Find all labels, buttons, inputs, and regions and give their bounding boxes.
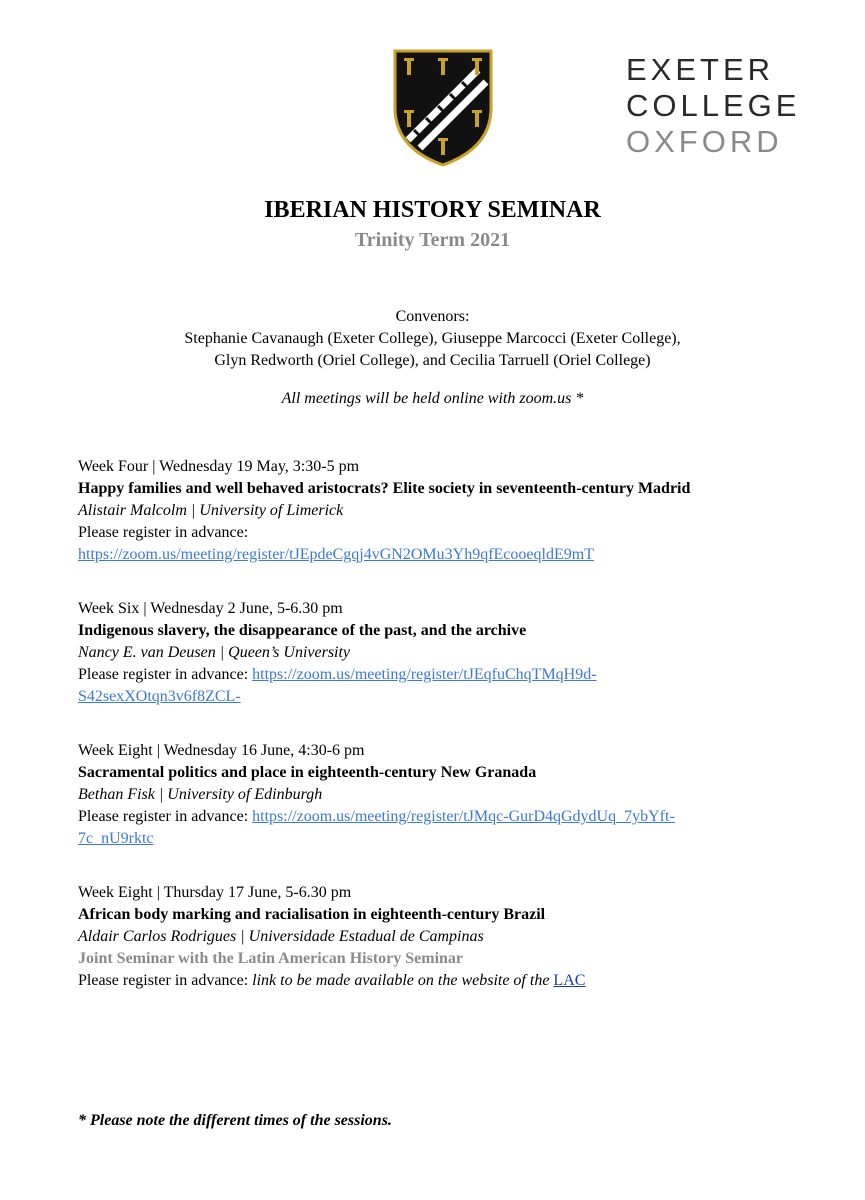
session-register-label: Please register in advance: [78, 666, 249, 683]
page-subtitle: Trinity Term 2021 [354, 229, 511, 251]
convenors-line-1: Stephanie Cavanaugh (Exeter College), Giuseppe Marcocci (Exeter College), [184, 330, 681, 347]
college-crest-icon [392, 48, 494, 168]
session-register-label: Please register in advance: [78, 808, 249, 825]
session-when: Week Four | Wednesday 19 May, 3:30-5 pm [78, 458, 360, 475]
session-when: Week Eight | Wednesday 16 June, 4:30-6 pm [78, 742, 365, 759]
session-week-six [78, 598, 798, 708]
logo-line-exeter: EXETER [626, 52, 775, 87]
session-when: Week Eight | Thursday 17 June, 5-6.30 pm [78, 884, 352, 901]
page-title: IBERIAN HISTORY SEMINAR [264, 197, 601, 223]
convenors-line-2: Glyn Redworth (Oriel College), and Cecilia Tarruell (Oriel College) [214, 352, 651, 369]
register-note: link to be made available on the website of the [252, 972, 550, 989]
session-register-link[interactable]: https://zoom.us/meeting/register/tJEqfuChqTMqH9d- [252, 666, 597, 683]
session-title: African body marking and racialisation in eighteenth-century Brazil [78, 906, 546, 923]
session-speaker: Alistair Malcolm | University of Limerick [78, 502, 344, 519]
session-speaker: Nancy E. van Deusen | Queen’s University [78, 644, 351, 661]
session-register-link-cont[interactable]: S42sexXOtqn3v6f8ZCL- [78, 688, 241, 705]
session-title: Sacramental politics and place in eighteenth-century New Granada [78, 764, 537, 781]
session-when: Week Six | Wednesday 2 June, 5-6.30 pm [78, 600, 343, 617]
convenors-label: Convenors: [395, 308, 470, 325]
lac-link[interactable]: LAC [553, 972, 586, 989]
session-register-link-cont[interactable]: 7c_nU9rktc [78, 830, 154, 847]
session-register-label: Please register in advance: [78, 972, 249, 989]
session-week-eight-thu [78, 882, 798, 992]
footer-note: * Please note the different times of the sessions. [78, 1112, 392, 1129]
convenors-block [0, 306, 865, 372]
session-register-link[interactable]: https://zoom.us/meeting/register/tJEpdeCgqj4vGN2OMu3Yh9qfEcooeqldE9mT [78, 546, 594, 563]
session-week-eight-wed [78, 740, 798, 850]
session-title: Happy families and well behaved aristocrats? Elite society in seventeenth-century Madrid [78, 480, 691, 497]
session-register-label: Please register in advance: [78, 524, 249, 541]
online-note: All meetings will be held online with zoom.us * [281, 390, 584, 407]
session-register-link[interactable]: https://zoom.us/meeting/register/tJMqc-GurD4qGdydUq_7ybYft- [252, 808, 675, 825]
exeter-college-logo [626, 52, 816, 160]
logo-line-oxford: OXFORD [626, 124, 783, 159]
logo-line-college: COLLEGE [626, 88, 801, 123]
session-week-four [78, 456, 798, 566]
joint-seminar-note: Joint Seminar with the Latin American History Seminar [78, 950, 464, 967]
session-title: Indigenous slavery, the disappearance of the past, and the archive [78, 622, 527, 639]
session-speaker: Aldair Carlos Rodrigues | Universidade Estadual de Campinas [78, 928, 484, 945]
session-speaker: Bethan Fisk | University of Edinburgh [78, 786, 323, 803]
